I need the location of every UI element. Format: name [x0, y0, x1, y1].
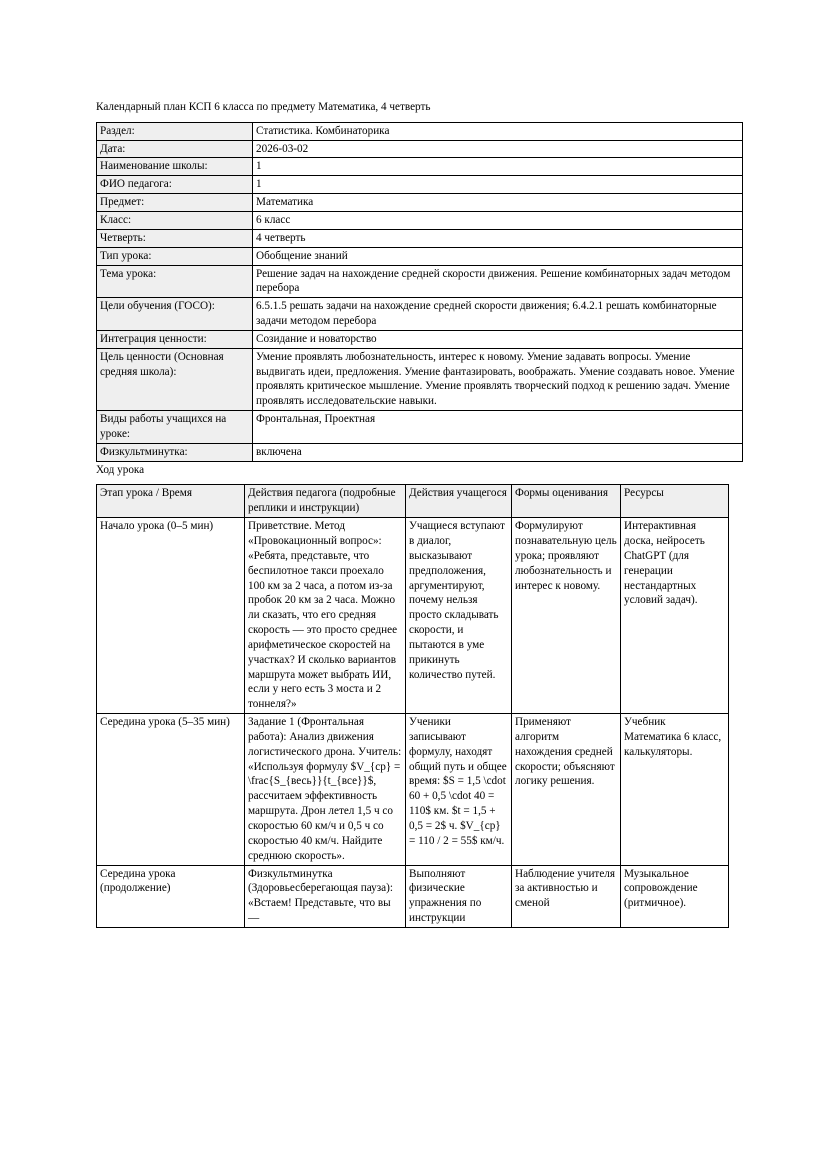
info-row-label: Класс: [97, 212, 253, 230]
table-row [97, 140, 743, 158]
section-caption-lesson-flow: Ход урока [96, 463, 145, 476]
assessment-cell: Применяют алгоритм нахождения средней скорости; объясняют логику решения. [512, 714, 621, 865]
teacher-actions-cell: Задание 1 (Фронтальная работа): Анализ движения логистического дрона. Учитель: «Используя формулу $V_{ср} = \frac{S_{весь}}{t_{все}}$, рассчитаем эффективность маршрута. Дрон летел 1,5 ч со скоростью 60 км/ч и 0,5 ч со скоростью 40 км/ч. Найдите среднюю скорость». [245, 714, 406, 865]
info-row-label: Четверть: [97, 229, 253, 247]
info-row-value: 1 [253, 158, 743, 176]
teacher-actions-cell: Приветствие. Метод «Провокационный вопрос»: «Ребята, представьте, что беспилотное такси проехало 100 км за 2 часа, а потом из-за пробок 20 км за 2 часа. Можно ли сказать, что его средняя скорость — это просто среднее арифметическое скоростей на участках? И сколько вариантов маршрута может выбрать ИИ, если у него есть 3 моста и 2 тоннеля?» [245, 518, 406, 714]
lesson-info-table-body [97, 122, 743, 461]
info-row-value: 1 [253, 176, 743, 194]
lesson-info-table [96, 122, 743, 462]
resources-cell: Интерактивная доска, нейросеть ChatGPT (для генерации нестандартных условий задач). [621, 518, 729, 714]
table-row [97, 348, 743, 410]
resources-cell: Музыкальное сопровождение (ритмичное). [621, 865, 729, 927]
info-row-label: Тема урока: [97, 265, 253, 298]
info-row-value: Решение задач на нахождение средней скорости движения. Решение комбинаторных задач методом перебора [253, 265, 743, 298]
table-row [97, 298, 743, 331]
assessment-cell: Наблюдение учителя за активностью и сменой [512, 865, 621, 927]
lesson-flow-table-head [97, 485, 729, 518]
table-row [97, 247, 743, 265]
table-row [97, 518, 729, 714]
column-header: Формы оценивания [512, 485, 621, 518]
lesson-flow-table-body [97, 518, 729, 928]
student-actions-cell: Выполняют физические упражнения по инструкции [406, 865, 512, 927]
student-actions-cell: Учащиеся вступают в диалог, высказывают предположения, аргументируют, почему нельзя просто складывать скорости, и пытаются в уме прикинуть количество путей. [406, 518, 512, 714]
stage-cell: Середина урока (5–35 мин) [97, 714, 245, 865]
table-row [97, 194, 743, 212]
column-header: Действия педагога (подробные реплики и инструкции) [245, 485, 406, 518]
table-row [97, 265, 743, 298]
info-row-value: Умение проявлять любознательность, интерес к новому. Умение задавать вопросы. Умение выдвигать идеи, предложения. Умение фантазировать, воображать. Умение создавать новое. Умение проявлять критическое мышление. Умение проявлять творческий подход к решению задач. Умение проявлять исследовательские навыки. [253, 348, 743, 410]
info-row-value: Статистика. Комбинаторика [253, 122, 743, 140]
info-row-value: Созидание и новаторство [253, 330, 743, 348]
table-row [97, 176, 743, 194]
info-row-value: 6 класс [253, 212, 743, 230]
info-row-value: включена [253, 443, 743, 461]
column-header: Этап урока / Время [97, 485, 245, 518]
info-row-label: Цель ценности (Основная средняя школа): [97, 348, 253, 410]
table-row [97, 865, 729, 927]
info-row-value: 4 четверть [253, 229, 743, 247]
assessment-cell: Формулируют познавательную цель урока; проявляют любознательность и интерес к новому. [512, 518, 621, 714]
info-row-label: Раздел: [97, 122, 253, 140]
table-row [97, 411, 743, 444]
table-row [97, 229, 743, 247]
table-header-row [97, 485, 729, 518]
info-row-label: Физкультминутка: [97, 443, 253, 461]
info-row-value: Фронтальная, Проектная [253, 411, 743, 444]
table-row [97, 122, 743, 140]
info-row-label: Наименование школы: [97, 158, 253, 176]
info-row-label: Интеграция ценности: [97, 330, 253, 348]
info-row-value: 2026-03-02 [253, 140, 743, 158]
lesson-flow-table [96, 484, 729, 927]
info-row-label: Цели обучения (ГОСО): [97, 298, 253, 331]
info-row-label: Дата: [97, 140, 253, 158]
column-header: Ресурсы [621, 485, 729, 518]
table-row [97, 158, 743, 176]
info-row-value: 6.5.1.5 решать задачи на нахождение средней скорости движения; 6.4.2.1 решать комбинаторные задачи методом перебора [253, 298, 743, 331]
column-header: Действия учащегося [406, 485, 512, 518]
table-row [97, 330, 743, 348]
stage-cell: Середина урока (продолжение) [97, 865, 245, 927]
table-row [97, 212, 743, 230]
table-row [97, 714, 729, 865]
teacher-actions-cell: Физкультминутка (Здоровьесберегающая пауза): «Встаем! Представьте, что вы — [245, 865, 406, 927]
info-row-value: Математика [253, 194, 743, 212]
info-row-label: Предмет: [97, 194, 253, 212]
student-actions-cell: Ученики записывают формулу, находят общий путь и общее время: $S = 1,5 \cdot 60 + 0,5 \cdot 40 = 110$ км. $t = 1,5 + 0,5 = 2$ ч. $V_{ср} = 110 / 2 = 55$ км/ч. [406, 714, 512, 865]
table-row [97, 443, 743, 461]
resources-cell: Учебник Математика 6 класс, калькуляторы. [621, 714, 729, 865]
info-row-label: ФИО педагога: [97, 176, 253, 194]
page-title: Календарный план КСП 6 класса по предмету Математика, 4 четверть [96, 101, 431, 113]
info-row-value: Обобщение знаний [253, 247, 743, 265]
info-row-label: Тип урока: [97, 247, 253, 265]
info-row-label: Виды работы учащихся на уроке: [97, 411, 253, 444]
stage-cell: Начало урока (0–5 мин) [97, 518, 245, 714]
